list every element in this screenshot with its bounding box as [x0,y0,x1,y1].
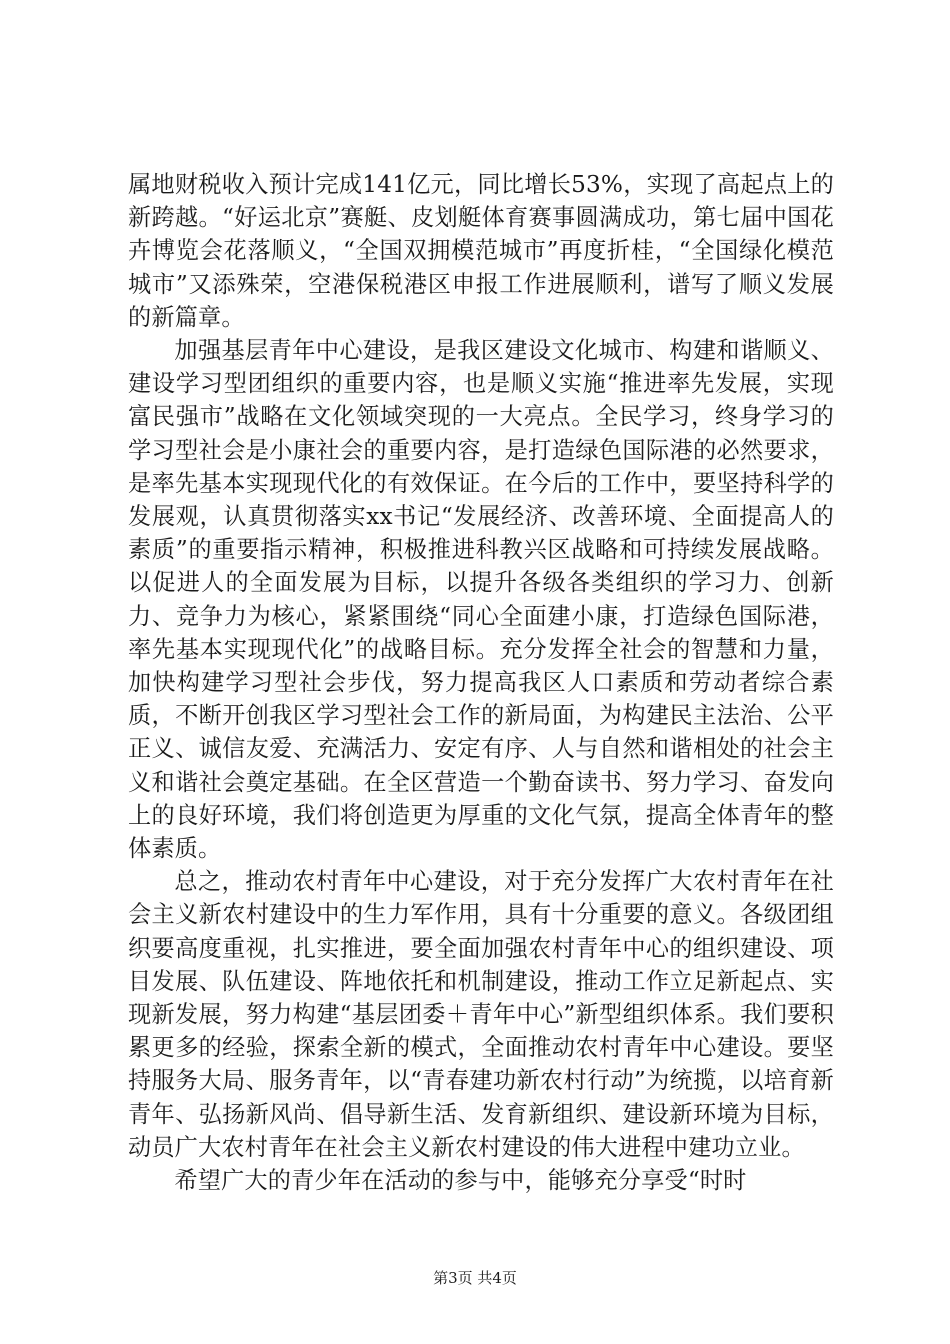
paragraph-2: 加强基层青年中心建设，是我区建设文化城市、构建和谐顺义、建设学习型团组织的重要内容，也是顺义实施“推进率先发展，实现富民强市”战略在文化领域突现的一大亮点。全民学习，终身学习的学习型社会是小康社会的重要内容，是打造绿色国际港的必然要求，是率先基本实现现代化的有效保证。在今后的工作中，要坚持科学的发展观，认真贯彻落实xx书记“发展经济、改善环境、全面提高人的素质”的重要指示精神，积极推进科教兴区战略和可持续发展战略。以促进人的全面发展为目标，以提升各级各类组织的学习力、创新力、竞争力为核心，紧紧围绕“同心全面建小康，打造绿色国际港，率先基本实现现代化”的战略目标。充分发挥全社会的智慧和力量，加快构建学习型社会步伐，努力提高我区人口素质和劳动者综合素质，不断开创我区学习型社会工作的新局面，为构建民主法治、公平正义、诚信友爱、充满活力、安定有序、人与自然和谐相处的社会主义和谐社会奠定基础。在全区营造一个勤奋读书、努力学习、奋发向上的良好环境，我们将创造更为厚重的文化气氛，提高全体青年的整体素质。 [128,337,834,863]
document-body [128,168,834,1197]
paragraph-3: 总之，推动农村青年中心建设，对于充分发挥广大农村青年在社会主义新农村建设中的生力军作用，具有十分重要的意义。各级团组织要高度重视，扎实推进，要全面加强农村青年中心的组织建设、项目发展、队伍建设、阵地依托和机制建设，推动工作立足新起点、实现新发展，努力构建“基层团委＋青年中心”新型组织体系。我们要积累更多的经验，探索全新的模式，全面推动农村青年中心建设。要坚持服务大局、服务青年，以“青春建功新农村行动”为统揽，以培育新青年、弘扬新风尚、倡导新生活、发育新组织、建设新环境为目标，动员广大农村青年在社会主义新农村建设的伟大进程中建功立业。 [128,868,834,1161]
paragraph-4: 希望广大的青少年在活动的参与中，能够充分享受“时时 [174,1167,747,1195]
paragraph-1: 属地财税收入预计完成141亿元，同比增长53%，实现了高起点上的新跨越。“好运北京”赛艇、皮划艇体育赛事圆满成功，第七届中国花卉博览会花落顺义，“全国双拥模范城市”再度折桂，“全国绿化模范城市”又添殊荣，空港保税港区申报工作进展顺利，谱写了顺义发展的新篇章。 [128,171,834,331]
page-number-footer: 第3页 共4页 [433,1269,517,1287]
